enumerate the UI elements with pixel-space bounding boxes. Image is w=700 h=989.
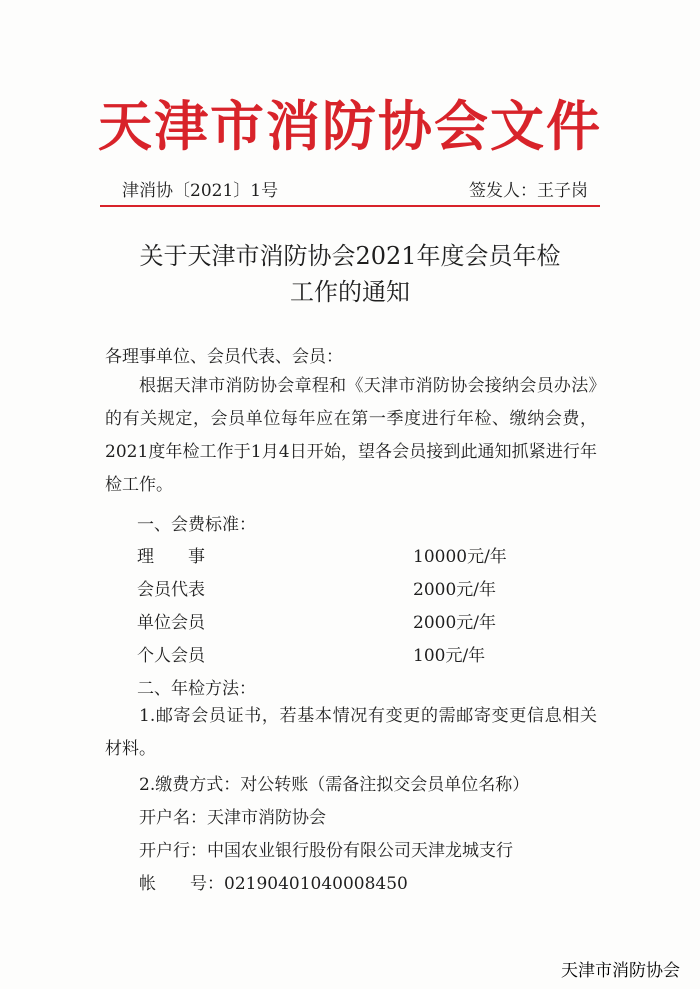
method1-paragraph: 1.邮寄会员证书，若基本情况有变更的需邮寄变更信息相关材料。: [105, 706, 597, 759]
intro-paragraph: 根据天津市消防协会章程和《天津市消防协会接纳会员办法》的有关规定，会员单位每年应在第一季度进行年检、缴纳会费，2021度年检工作于1月4日开始，望各会员接到此通知抓紧进行年检工作。: [105, 376, 597, 495]
fee-name-director: 理 事: [137, 547, 205, 567]
method2-line: 2.缴费方式：对公转账（需备注拟交会员单位名称）: [139, 775, 530, 795]
notice-title-line1: 关于天津市消防协会2021年度会员年检: [139, 242, 561, 270]
account-name: 开户名：天津市消防协会: [139, 808, 326, 828]
watermark-text: 天津市消防协会: [561, 961, 680, 981]
fee-name-unit-member: 单位会员: [137, 613, 205, 633]
account-number: 帐 号：02190401040008450: [139, 874, 408, 894]
fee-name-individual-member: 个人会员: [137, 646, 205, 666]
fee-value-individual-member: 100元/年: [413, 646, 486, 666]
bank-name: 开户行：中国农业银行股份有限公司天津龙城支行: [139, 841, 513, 861]
fee-name-representative: 会员代表: [137, 580, 205, 600]
notice-title: [0, 238, 700, 310]
section1-heading: 一、会费标准：: [137, 515, 256, 535]
fee-value-unit-member: 2000元/年: [413, 613, 496, 633]
section2-heading: 二、年检方法：: [137, 679, 256, 699]
signer: 签发人：王子岗: [469, 181, 588, 201]
fee-value-director: 10000元/年: [413, 547, 507, 567]
notice-title-line2: 工作的通知: [290, 278, 410, 306]
salutation: 各理事单位、会员代表、会员：: [105, 347, 343, 367]
org-document-title: 天津市消防协会文件: [98, 95, 602, 158]
document-number: 津消协〔2021〕1号: [122, 181, 279, 201]
fee-value-representative: 2000元/年: [413, 580, 496, 600]
red-divider: [100, 205, 600, 207]
